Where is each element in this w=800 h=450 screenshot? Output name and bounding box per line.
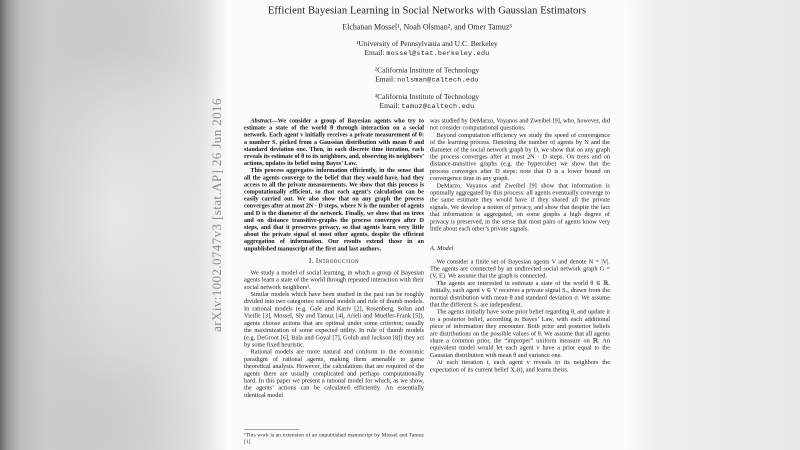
email-address: nolsman@caltech.edu bbox=[397, 76, 479, 84]
footnote-text: ¹This work is an extension of an unpublished manuscript by Mossel and Tamuz [1] bbox=[244, 431, 424, 445]
intro-paragraph: Similar models which have been studied in the past can be roughly divided into two categories: rational models and rule of thumb models. In rational models (e.g. Gale and Kariv [2], Rosenberg, Solan and Vieille [3], Mossel, Sly and Tamuz [4], Arieli and Mueller-Frank [5]), agents choose actions that are optimal under some criterion; usually the maximization of some expected utility. In rule of thumb models (e.g. DeGroot [6], Bala and Goyal [7], Golub and Jackson [8]) they act by some fixed heuristic. bbox=[244, 290, 424, 348]
model-paragraph: At each iteration t, each agent v reveals to its neighbors the expectation of its current belief Xᵥ(t), and learns theirs. bbox=[430, 358, 610, 373]
subsection-heading-model: A. Model bbox=[430, 244, 454, 252]
two-column-body bbox=[244, 117, 610, 450]
paper-title: Efficient Bayesian Learning in Social Networks with Gaussian Estimators bbox=[267, 4, 587, 16]
email-line bbox=[241, 75, 613, 85]
footnote-block bbox=[244, 429, 424, 450]
model-paragraph: The agents initially have some prior belief regarding θ, and update it to a posterior belief, according to Bayes’ Law, with each additional piece of information they encounter. Both prior and posterior beliefs are distributions on the possible values of θ. We assume that all agents share a common prior, the “improper” uniform measure on ℝ. An equivalent model would let each agent v have a prior equal to the Gaussian distribution with mean θ and variance one. bbox=[430, 308, 610, 359]
section-heading-introduction: I. Introduction bbox=[308, 256, 360, 265]
abstract-paragraph-1 bbox=[244, 117, 424, 167]
body-paragraph: DeMarzo, Vayanos and Zweibel [9] show that information is optimally aggregated by this process: all agents eventually converge to the same estimate they would have if they shared all the private signals. We develop a notion of privacy, and show that despite the fact that information is aggregated, on some graphs a high degree of privacy is preserved, in the sense that most pairs of agents know very little about each other’s private signals. bbox=[430, 181, 610, 233]
affiliation-block-3 bbox=[241, 93, 613, 112]
email-label: Email: bbox=[375, 75, 396, 84]
abstract-label: Abstract bbox=[250, 117, 272, 124]
affiliation-block-1 bbox=[241, 40, 613, 59]
right-column bbox=[430, 117, 610, 450]
email-address: mossel@stat.berkeley.edu bbox=[386, 50, 490, 58]
footnote-rule bbox=[244, 429, 299, 430]
affiliation-institution: ²California Institute of Technology bbox=[374, 66, 480, 75]
email-address: tamuz@caltech.edu bbox=[401, 103, 475, 111]
intro-paragraph: We study a model of social learning, in which a group of Bayesian agents learn a state of the world through repeated interaction with their social network neighbors¹. bbox=[244, 268, 424, 291]
body-paragraph: Beyond computation efficiency we study the speed of convergence of the learning process. Denoting the number of agents by N and the diameter of the social network graph by D, we show that on any graph the process converges after at most 2N · D steps. On trees and on distance-transitive graphs (e.g. the hypercube) we show that the process converges after D steps; note that D is a lower bound on convergence time in any graph. bbox=[430, 131, 610, 182]
affiliation-block-2 bbox=[241, 66, 613, 85]
left-column bbox=[244, 117, 424, 450]
abstract-paragraph-2: This process aggregates information efficiently, in the sense that all the agents converge to the belief that they would have, had they access to all the private measurements. We show that this process is computationally efficient, so that each agent’s calculation can be easily carried out. We also show that on any graph the process converges after at most 2N · D steps, where N is the number of agents and D is the diameter of the network. Finally, we show that on trees and on distance transitive-graphs the process converges after D steps, and that it preserves privacy, so that agents learn very little about the private signal of most other agents, despite the efficient aggregation of information. Our results extend those in an unpublished manuscript of the first and last authors. bbox=[244, 166, 424, 252]
affiliation-institution: ³California Institute of Technology bbox=[374, 93, 480, 101]
body-paragraph: was studied by DeMarzo, Vayanos and Zweibel [9], who, however, did not consider computational questions. bbox=[430, 117, 610, 132]
author-line: Elchanan Mossel¹, Noah Olsman², and Omer Tamuz³ bbox=[342, 23, 512, 32]
paper-page bbox=[209, 0, 628, 450]
email-label: Email: bbox=[379, 102, 400, 110]
arxiv-watermark: arXiv:1002.0747v3 [stat.AP] 26 Jun 2016 bbox=[209, 98, 224, 332]
model-paragraph: The agents are interested in estimate a state of the world θ ∈ ℝ. Initially, each agent v ∈ V receives a private signal Sᵥ, drawn from the normal distribution with mean θ and standard deviation σ. We assume that the different Sᵥ are independent. bbox=[430, 279, 610, 308]
intro-paragraph: Rational models are more natural and conform to the economic paradigm of rational agents, making them amenable to game theoretical analysis. However, the calculations that are required of the agents there are usually complicated and perhaps computationally hard. In this paper we present a rational model for which, as we show, the agents’ actions can be calculated efficiently. An essentially identical model bbox=[244, 348, 424, 399]
paper-content bbox=[241, 0, 613, 450]
email-line bbox=[241, 49, 613, 59]
abstract-text: —We consider a group of Bayesian agents who try to estimate a state of the world θ through interaction on a social network. Each agent v initially receives a private measurement of θ: a number Sᵥ picked from a Gaussian distribution with mean θ and standard deviation one. Then, in each discrete time iteration, each reveals its estimate of θ to its neighbors, and, observing its neighbors’ actions, updates its belief using Bayes’ Law. bbox=[244, 117, 424, 167]
email-line bbox=[241, 102, 613, 112]
email-label: Email: bbox=[364, 49, 385, 57]
model-paragraph: We consider a finite set of Bayesian agents V and denote N = |V|. The agents are connected by an undirected social network graph G = (V, E). We assume that the graph is connected. bbox=[430, 257, 610, 280]
affiliation-institution: ¹University of Pennsylvania and U.C. Berkeley bbox=[356, 40, 498, 48]
